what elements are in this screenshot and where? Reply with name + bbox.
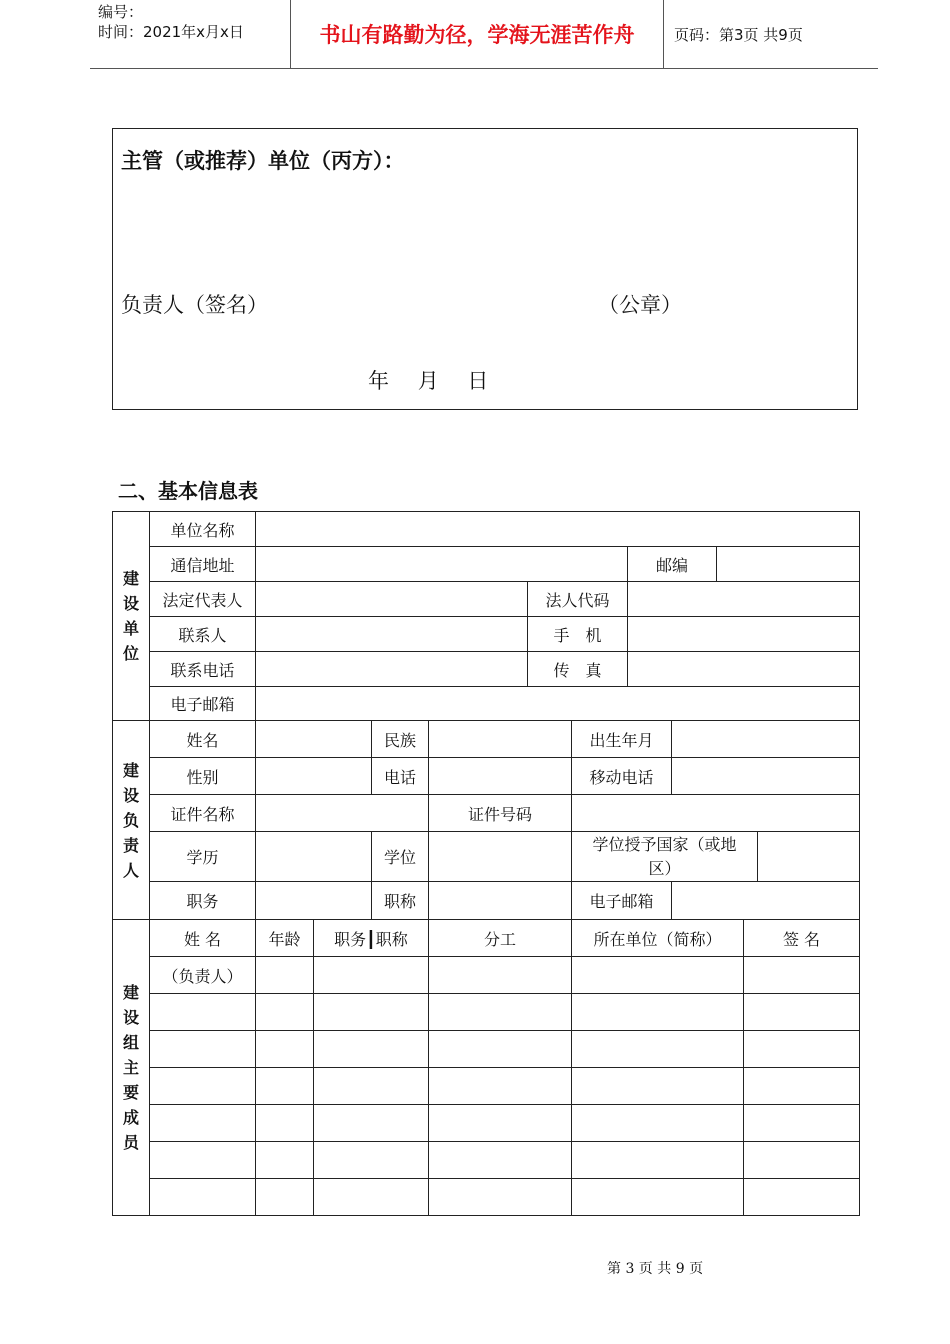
header-unit: 所在单位（简称）	[572, 920, 744, 957]
seal-label: （公章）	[598, 293, 682, 317]
member-cell[interactable]	[314, 1031, 429, 1068]
header-age: 年龄	[256, 920, 314, 957]
unit-name-label: 单位名称	[150, 512, 256, 547]
date-year: 年	[368, 369, 389, 393]
table-row	[113, 1142, 860, 1179]
unit-email-label: 电子邮箱	[150, 687, 256, 721]
header-name: 姓 名	[150, 920, 256, 957]
side-char: 成	[122, 1108, 139, 1127]
date-line	[368, 365, 510, 395]
side-char: 主	[122, 1058, 139, 1077]
fax-label: 传 真	[528, 652, 628, 687]
name-field[interactable]	[256, 721, 372, 758]
member-cell[interactable]	[256, 1142, 314, 1179]
member-cell[interactable]	[744, 1068, 860, 1105]
member-cell[interactable]	[572, 1068, 744, 1105]
member-cell[interactable]	[572, 1142, 744, 1179]
table-row	[113, 1031, 860, 1068]
member-cell[interactable]	[314, 1179, 429, 1216]
member-cell[interactable]	[429, 1068, 572, 1105]
number-label: 编号：	[98, 3, 144, 21]
member-cell[interactable]	[429, 1142, 572, 1179]
member-cell[interactable]	[256, 957, 314, 994]
mobile-field[interactable]	[628, 617, 860, 652]
member-cell[interactable]	[744, 957, 860, 994]
responsible-person-side-label	[113, 721, 150, 920]
signature-label: 负责人（签名）	[121, 293, 268, 317]
person-email-field[interactable]	[672, 882, 860, 920]
person-mobile-field[interactable]	[672, 758, 860, 795]
side-char: 设	[122, 1008, 139, 1027]
date-month: 月	[417, 369, 439, 393]
unit-name-field[interactable]	[256, 512, 860, 547]
id-type-field[interactable]	[256, 795, 429, 832]
member-cell[interactable]	[744, 1105, 860, 1142]
member-cell[interactable]	[256, 994, 314, 1031]
member-cell[interactable]	[150, 1068, 256, 1105]
member-cell[interactable]	[314, 1142, 429, 1179]
ethnicity-field[interactable]	[429, 721, 572, 758]
member-cell[interactable]	[256, 1179, 314, 1216]
id-type-label: 证件名称	[150, 795, 256, 832]
degree-label: 学位	[372, 832, 429, 882]
side-char: 组	[122, 1033, 139, 1052]
position-field[interactable]	[256, 882, 372, 920]
side-char: 负	[122, 810, 139, 830]
side-char: 责	[122, 835, 139, 855]
table-row	[113, 994, 860, 1031]
page-header	[90, 0, 878, 69]
header-page-label: 页码：第3页 共9页	[674, 26, 803, 44]
header-meta	[90, 0, 291, 68]
contact-phone-label: 联系电话	[150, 652, 256, 687]
title-label: 职称	[372, 882, 429, 920]
member-cell[interactable]	[150, 994, 256, 1031]
construction-unit-side-label	[113, 512, 150, 721]
id-number-label: 证件号码	[429, 795, 572, 832]
unit-email-field[interactable]	[256, 687, 860, 721]
degree-field[interactable]	[429, 832, 572, 882]
member-cell[interactable]	[429, 957, 572, 994]
date-day: 日	[467, 369, 489, 393]
mobile-label: 手 机	[528, 617, 628, 652]
member-cell[interactable]	[744, 1031, 860, 1068]
table-row	[113, 1105, 860, 1142]
legal-rep-label: 法定代表人	[150, 582, 256, 617]
phone-field[interactable]	[429, 758, 572, 795]
member-cell[interactable]	[429, 1105, 572, 1142]
member-cell[interactable]	[429, 1031, 572, 1068]
member-cell[interactable]	[314, 1068, 429, 1105]
side-char: 建	[122, 569, 139, 588]
member-cell[interactable]	[429, 994, 572, 1031]
person-email-label: 电子邮箱	[572, 882, 672, 920]
address-label: 通信地址	[150, 547, 256, 582]
side-char: 建	[122, 983, 139, 1002]
time-label: 时间：2021年x月x日	[98, 23, 244, 41]
table-row	[113, 957, 860, 994]
member-cell[interactable]	[150, 1031, 256, 1068]
side-char: 员	[122, 1133, 139, 1152]
legal-rep-field[interactable]	[256, 582, 528, 617]
gender-field[interactable]	[256, 758, 372, 795]
name-label: 姓名	[150, 721, 256, 758]
postcode-label: 邮编	[628, 547, 717, 582]
responsible-person-table	[112, 720, 860, 920]
header-signature: 签 名	[744, 920, 860, 957]
member-cell[interactable]	[150, 1142, 256, 1179]
side-char: 人	[122, 860, 139, 880]
member-cell[interactable]	[744, 1179, 860, 1216]
member-cell[interactable]	[150, 1179, 256, 1216]
members-table	[112, 919, 860, 1216]
section-title: 二、基本信息表	[118, 479, 258, 503]
id-number-field[interactable]	[572, 795, 860, 832]
table-row	[113, 1179, 860, 1216]
member-cell[interactable]	[314, 1105, 429, 1142]
header-motto: 书山有路勤为径，学海无涯苦作舟	[291, 0, 664, 68]
gender-label: 性别	[150, 758, 256, 795]
header-duty: 分工	[429, 920, 572, 957]
position-label: 职务	[150, 882, 256, 920]
birth-field[interactable]	[672, 721, 860, 758]
side-char: 设	[122, 785, 139, 805]
member-cell[interactable]	[572, 1179, 744, 1216]
member-leader-label: （负责人）	[150, 957, 256, 994]
degree-country-field[interactable]	[758, 832, 860, 882]
education-label: 学历	[150, 832, 256, 882]
member-cell[interactable]	[150, 1105, 256, 1142]
degree-country-label: 学位授予国家（或地区）	[572, 832, 758, 882]
member-cell[interactable]	[744, 994, 860, 1031]
supervisor-box	[112, 128, 858, 410]
member-cell[interactable]	[429, 1179, 572, 1216]
supervisor-title: 主管（或推荐）单位（丙方）：	[121, 149, 405, 173]
member-cell[interactable]	[744, 1142, 860, 1179]
table-row	[113, 1068, 860, 1105]
address-field[interactable]	[256, 547, 628, 582]
side-char: 位	[122, 644, 139, 663]
side-char: 要	[122, 1083, 139, 1102]
side-char: 单	[122, 619, 139, 638]
title-field[interactable]	[429, 882, 572, 920]
contact-label: 联系人	[150, 617, 256, 652]
phone-label: 电话	[372, 758, 429, 795]
members-side-label	[113, 920, 150, 1216]
fax-field[interactable]	[628, 652, 860, 687]
side-char: 设	[122, 594, 139, 613]
contact-phone-field[interactable]	[256, 652, 528, 687]
side-char: 建	[122, 760, 139, 780]
member-cell[interactable]	[572, 994, 744, 1031]
member-cell[interactable]	[572, 1031, 744, 1068]
person-mobile-label: 移动电话	[572, 758, 672, 795]
page-footer: 第 3 页 共 9 页	[607, 1261, 704, 1277]
member-cell[interactable]	[572, 1105, 744, 1142]
education-field[interactable]	[256, 832, 372, 882]
birth-label: 出生年月	[572, 721, 672, 758]
legal-code-field[interactable]	[628, 582, 860, 617]
member-cell[interactable]	[314, 994, 429, 1031]
member-cell[interactable]	[256, 1068, 314, 1105]
member-cell[interactable]	[256, 1105, 314, 1142]
construction-unit-table	[112, 511, 860, 721]
member-cell[interactable]	[572, 957, 744, 994]
header-position-title: 职务┃职称	[314, 920, 429, 957]
member-cell[interactable]	[256, 1031, 314, 1068]
contact-field[interactable]	[256, 617, 528, 652]
postcode-field[interactable]	[717, 547, 860, 582]
ethnicity-label: 民族	[372, 721, 429, 758]
member-cell[interactable]	[314, 957, 429, 994]
legal-code-label: 法人代码	[528, 582, 628, 617]
